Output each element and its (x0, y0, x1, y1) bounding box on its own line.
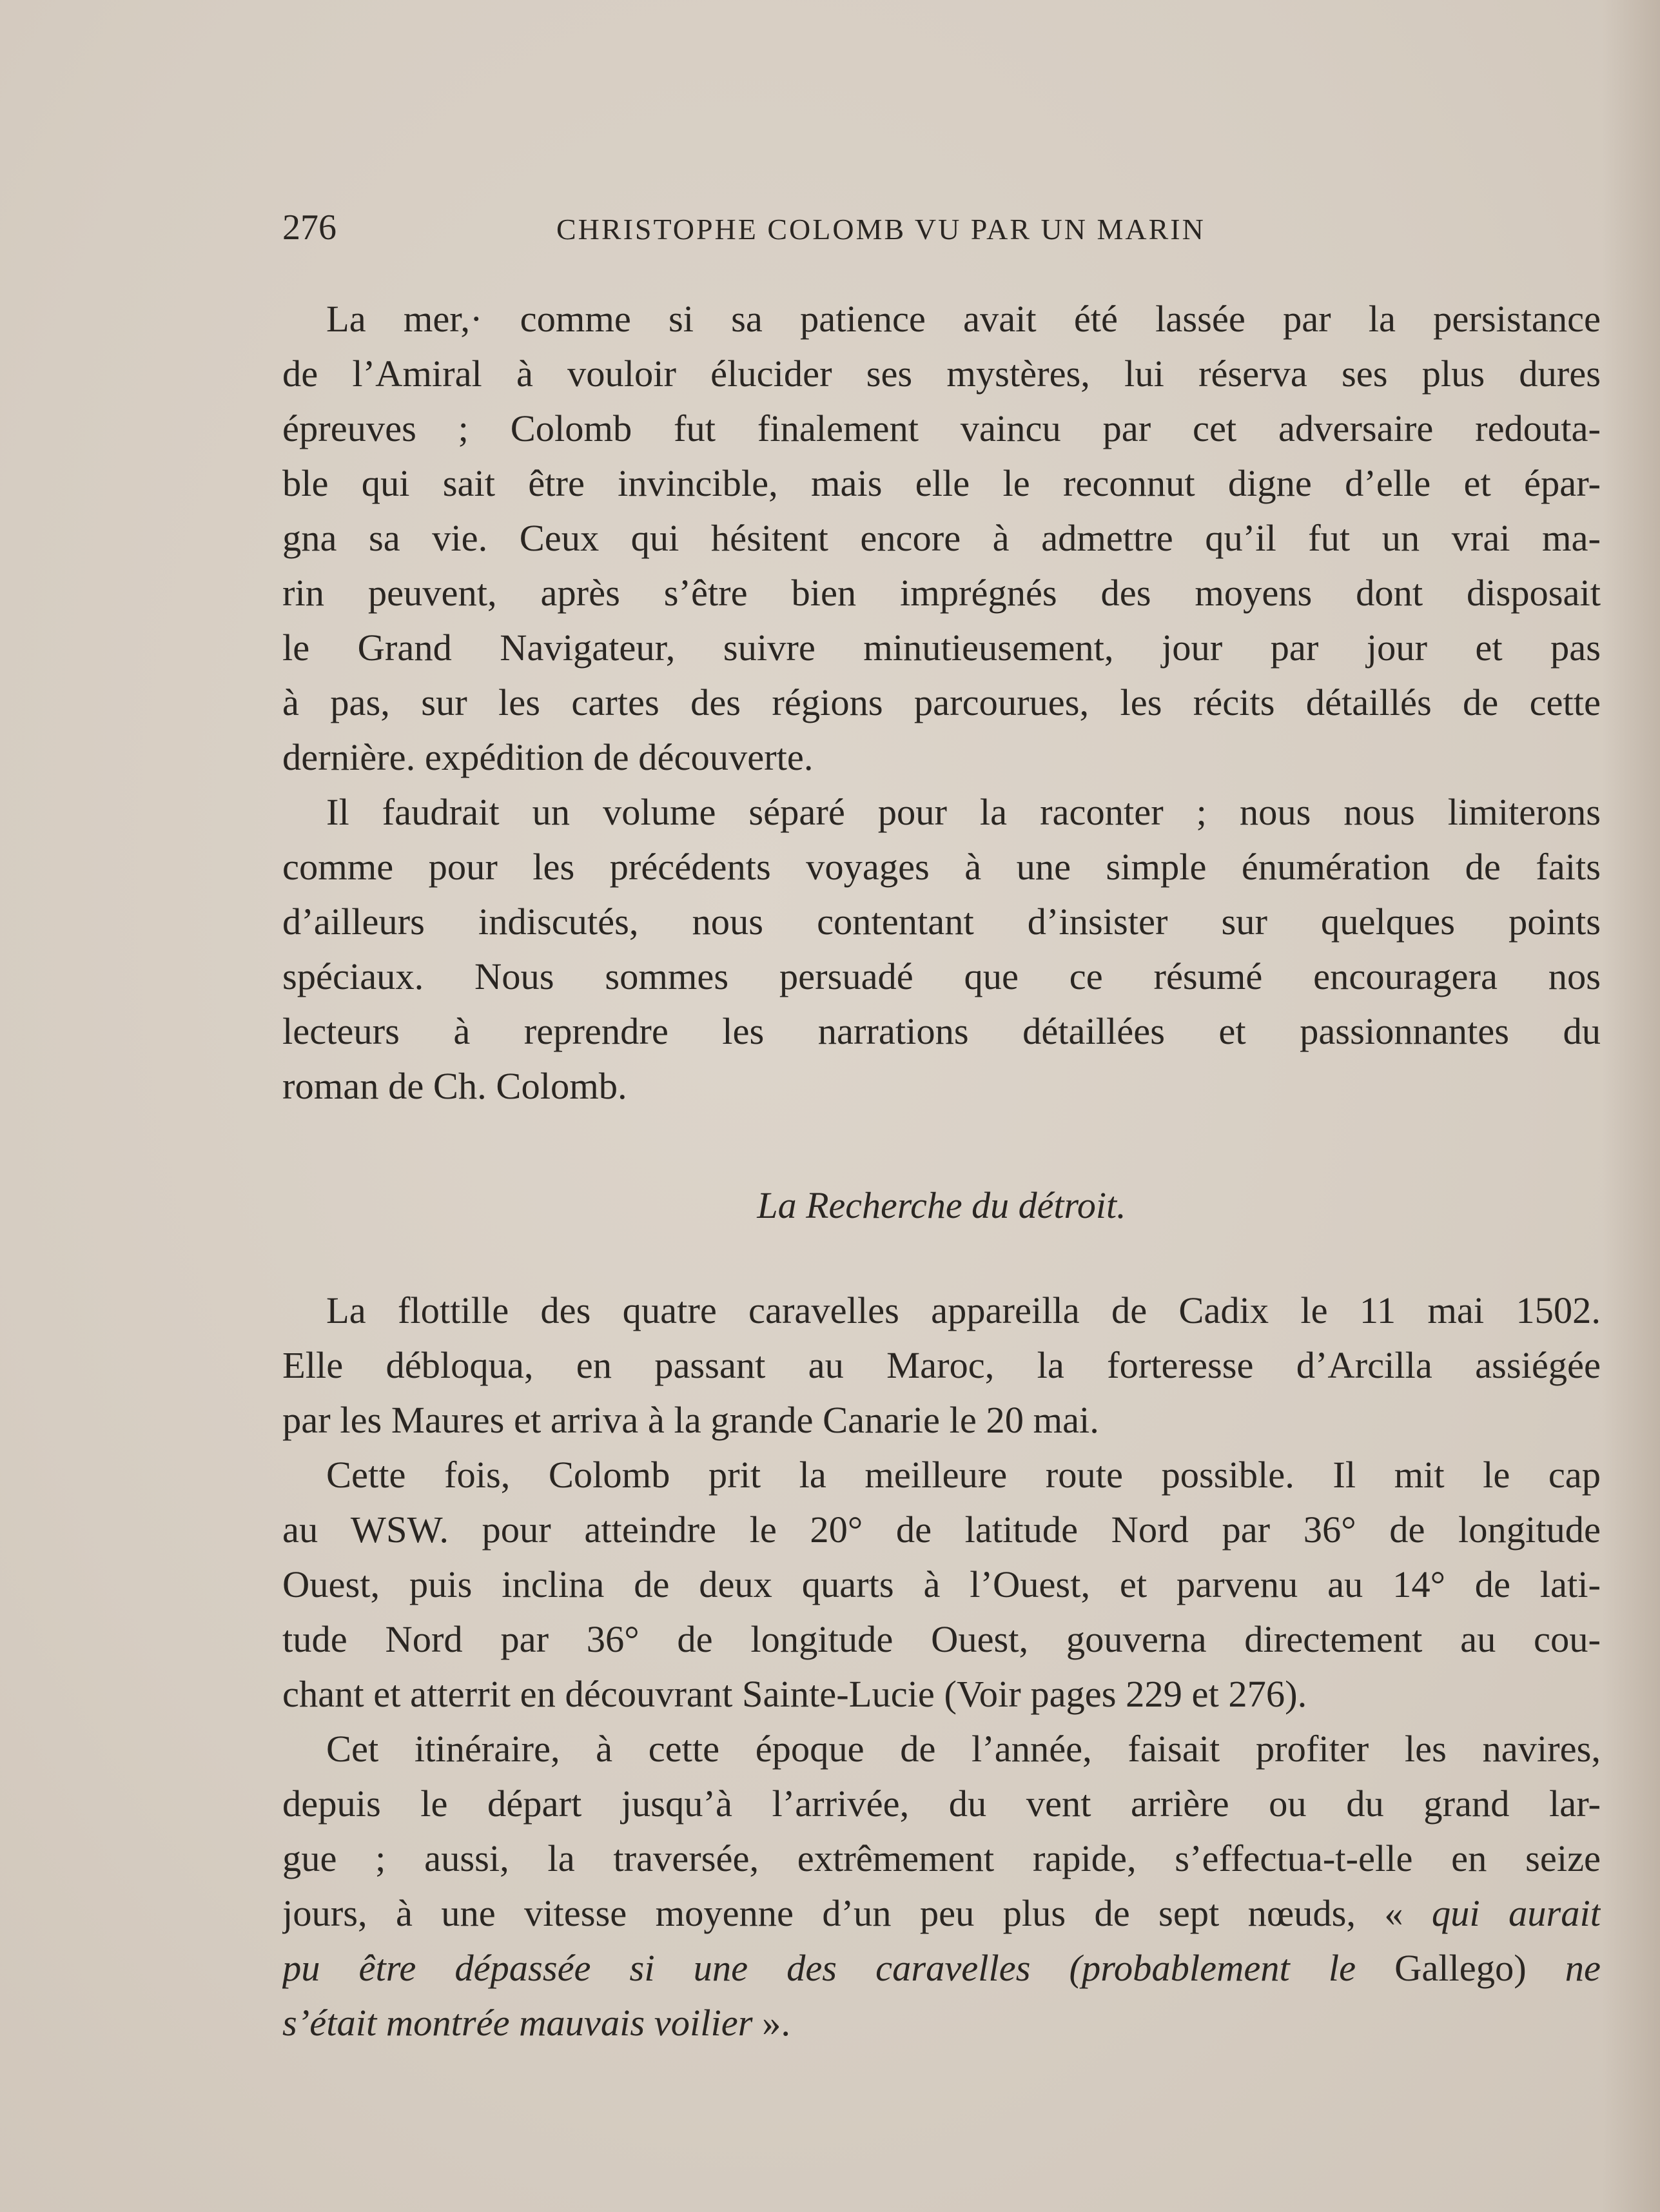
text-line: d’ailleurs indiscutés, nous contentant d’insister sur quelques points (282, 901, 1601, 943)
text-italic: ne (1565, 1947, 1601, 1989)
paragraph-1 (282, 291, 1601, 785)
paragraph-5 (282, 1721, 1601, 2050)
section-heading: La Recherche du détroit. (757, 1184, 1126, 1226)
text-italic: s’était montrée mauvais voilier (282, 2002, 753, 2044)
text-roman: ». (752, 2002, 790, 2044)
text-line: Cette fois, Colomb prit la meilleure route possible. Il mit le cap (326, 1454, 1601, 1496)
text-line: gna sa vie. Ceux qui hésitent encore à admettre qu’il fut un vrai ma- (282, 517, 1601, 559)
text-line: à pas, sur les cartes des régions parcourues, les récits détaillés de cette (282, 681, 1601, 723)
text-italic: qui aurait (1431, 1892, 1601, 1934)
text-line: au WSW. pour atteindre le 20° de latitude Nord par 36° de longitude (282, 1509, 1601, 1551)
text-line: Cet itinéraire, à cette époque de l’année, faisait profiter les navires, (326, 1728, 1601, 1770)
text-line: gue ; aussi, la traversée, extrêmement rapide, s’effectua-t-elle en seize (282, 1837, 1601, 1879)
text-line: par les Maures et arriva à la grande Canarie le 20 mai. (282, 1399, 1099, 1441)
text-line: Il faudrait un volume séparé pour la raconter ; nous nous limiterons (326, 791, 1601, 833)
text-roman: jours, à une vitesse moyenne d’un peu plus de sept nœuds, « (282, 1892, 1432, 1934)
text-line: depuis le départ jusqu’à l’arrivée, du vent arrière ou du grand lar- (282, 1783, 1601, 1825)
page-header (282, 205, 1604, 250)
paragraph-4 (282, 1447, 1601, 1721)
running-title: CHRISTOPHE COLOMB VU PAR UN MARIN (556, 213, 1206, 246)
text-line (282, 1886, 1601, 1941)
paragraph-2 (282, 785, 1601, 1113)
text-line: Ouest, puis inclina de deux quarts à l’Ouest, et parvenu au 14° de lati- (282, 1563, 1601, 1605)
text-line: ble qui sait être invincible, mais elle le reconnut digne d’elle et épar- (282, 462, 1601, 504)
text-line: le Grand Navigateur, suivre minutieusement, jour par jour et pas (282, 627, 1601, 669)
text-line: La mer,· comme si sa patience avait été lassée par la persistance (326, 298, 1601, 340)
page-number: 276 (282, 208, 337, 248)
page-edge-shadow (1602, 0, 1660, 2212)
text-line (282, 1995, 1601, 2050)
text-line: Elle débloqua, en passant au Maroc, la forteresse d’Arcilla assiégée (282, 1344, 1601, 1386)
text-line: tude Nord par 36° de longitude Ouest, gouverna directement au cou- (282, 1618, 1601, 1660)
text-line: lecteurs à reprendre les narrations détaillées et passionnantes du (282, 1010, 1601, 1052)
text-line: rin peuvent, après s’être bien imprégnés des moyens dont disposait (282, 572, 1601, 614)
text-line: dernière. expédition de découverte. (282, 736, 814, 778)
text-line: comme pour les précédents voyages à une simple énumération de faits (282, 846, 1601, 888)
text-line: chant et atterrit en découvrant Sainte-Lucie (Voir pages 229 et 276). (282, 1673, 1307, 1715)
text-roman: Gallego) (1356, 1947, 1565, 1989)
text-italic: pu être dépassée si une des caravelles (probablement le (282, 1947, 1356, 1989)
text-line: La flottille des quatre caravelles appareilla de Cadix le 11 mai 1502. (326, 1289, 1601, 1331)
text-line: épreuves ; Colomb fut finalement vaincu par cet adversaire redouta- (282, 407, 1601, 449)
text-line: spéciaux. Nous sommes persuadé que ce résumé encouragera nos (282, 955, 1601, 997)
text-line: roman de Ch. Colomb. (282, 1065, 627, 1107)
text-line (282, 1941, 1601, 1995)
paragraph-3 (282, 1283, 1601, 1447)
text-line: de l’Amiral à vouloir élucider ses mystères, lui réserva ses plus dures (282, 353, 1601, 395)
